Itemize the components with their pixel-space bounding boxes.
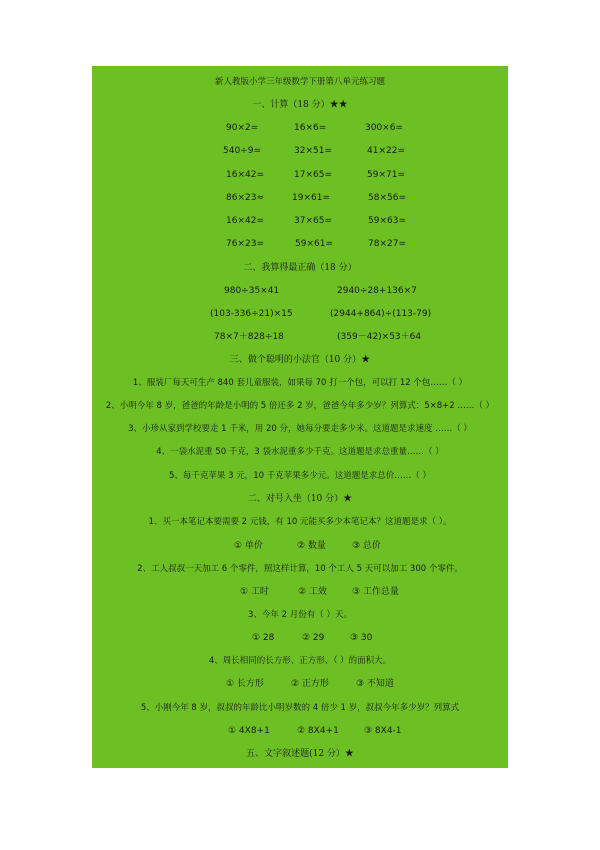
calc-item: (359－42)×53＋64: [337, 332, 422, 342]
choice-question: 3、今年 2 月份有（ ）天。: [248, 610, 352, 620]
calc-item: 32×51=: [294, 146, 332, 156]
judge-item: 4、一袋水泥重 50 千克，3 袋水泥重多少千克。这道题是求总重量……（ ）: [156, 447, 444, 457]
choice-option: ② 正方形: [291, 679, 329, 689]
calc-item: 16×42=: [226, 216, 264, 226]
section5-heading: 五、文字叙述题(12 分）★: [246, 749, 354, 759]
calc-item: 90×2=: [226, 123, 259, 133]
judge-item: 5、每千克苹果 3 元，10 千克苹果多少元。这道题是求总价……（ ）: [169, 471, 431, 481]
choice-option: ① 单价: [234, 541, 263, 551]
choice-option: ② 工效: [298, 587, 327, 597]
choice-option: ② 29: [302, 633, 325, 643]
calc-item: 2940÷28+136×7: [337, 286, 417, 296]
calc-item: 59×63=: [368, 216, 406, 226]
calc-item: 78×27=: [368, 239, 406, 249]
calc-item: 58×56=: [368, 193, 406, 203]
calc-item: 41×22=: [367, 146, 405, 156]
choice-question: 5、小刚今年 8 岁，叔叔的年龄比小明岁数的 4 倍少 1 岁，叔叔今年多少岁？列算式: [140, 703, 460, 713]
choice-question: 1、买一本笔记本要需要 2 元钱，有 10 元能买多少本笔记本？这道题是求（ ）。: [148, 517, 452, 527]
calc-item: 59×71=: [367, 170, 405, 180]
calc-item: 78×7＋828÷18: [214, 332, 284, 342]
choice-option: ① 工时: [240, 587, 269, 597]
calc-item: 16×42=: [226, 170, 264, 180]
choice-option: ③ 工作总量: [352, 587, 399, 597]
choice-option: ② 数量: [297, 541, 326, 551]
choice-option: ① 28: [252, 633, 275, 643]
section3-heading: 三、做个聪明的小法官（10 分）★: [229, 355, 371, 365]
section4-heading: 二、对号入坐（10 分）★: [247, 494, 353, 504]
section1-heading: 一、计算（18 分）★★: [252, 100, 348, 110]
judge-item: 1、服装厂每天可生产 840 套儿童服装，如果每 70 打一个包，可以打 12 个包……（ ）: [132, 378, 468, 388]
calc-item: 16×6=: [294, 123, 327, 133]
choice-option: ③ 30: [350, 633, 373, 643]
judge-item: 3、小珍从家到学校要走 1 千米，用 20 分，她每分要走多少米。这道题是求速度 ……（ ）: [128, 424, 472, 434]
choice-option: ③ 总价: [352, 541, 381, 551]
calc-item: 300×6=: [365, 123, 403, 133]
calc-item: 980÷35×41: [224, 286, 280, 296]
worksheet-page: [92, 66, 508, 768]
choice-option: ③ 不知道: [356, 679, 394, 689]
choice-option: ③ 8X4-1: [364, 726, 402, 736]
calc-item: 37×65=: [294, 216, 332, 226]
calc-item: 540÷9=: [223, 146, 261, 156]
calc-item: 76×23=: [226, 239, 264, 249]
calc-item: 86×23≈: [226, 193, 264, 203]
choice-option: ② 8X4+1: [297, 726, 339, 736]
section2-heading: 二、我算得最正确（18 分）: [243, 263, 357, 273]
choice-option: ① 长方形: [226, 679, 264, 689]
choice-option: ① 4X8+1: [228, 726, 270, 736]
page-title: 新人教版小学三年级数学下册第八单元练习题: [214, 77, 385, 87]
choice-question: 4、周长相同的长方形、正方形、（ ）的面积大。: [208, 656, 392, 666]
calc-item: (2944+864)÷(113-79): [330, 309, 432, 319]
calc-item: (103-336÷21)×15: [210, 309, 293, 319]
calc-item: 19×61=: [292, 193, 330, 203]
calc-item: 59×61=: [295, 239, 333, 249]
judge-item: 2、小明今年 8 岁，爸爸的年龄是小明的 5 倍还多 2 岁，爸爸今年多少岁？列算式：5×8+2 ……（ ）: [105, 401, 495, 411]
choice-question: 2、工人叔叔一天加工 6 个零件，照这样计算，10 个工人 5 天可以加工 300 个零件。: [137, 564, 463, 574]
calc-item: 17×65=: [294, 170, 332, 180]
